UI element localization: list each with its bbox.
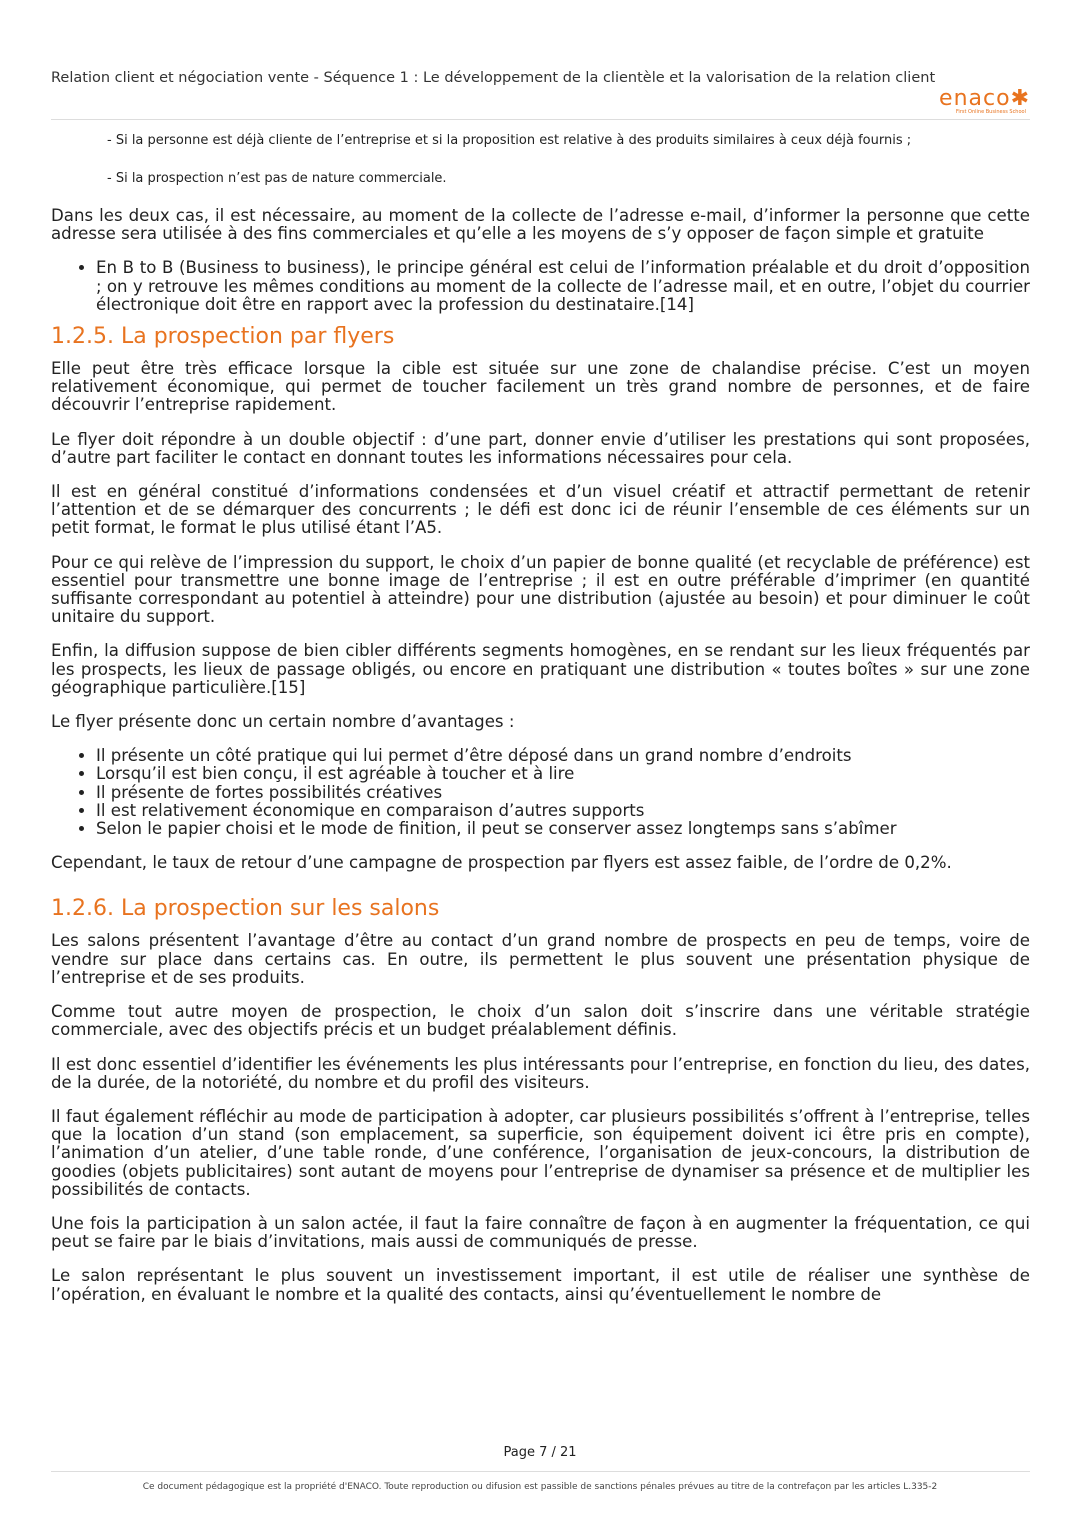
paragraph: Le flyer présente donc un certain nombre d’avantages : (51, 712, 515, 732)
condition-item: - Si la personne est déjà cliente de l’entreprise et si la proposition est relative à des produits similaires à ceux déjà fournis ; (107, 133, 912, 148)
page-header (51, 70, 1030, 118)
document-body (51, 132, 1030, 1304)
paragraph: Il est en général constitué d’informations condensées et d’un visuel créatif et attractif permettant de retenir l’attention et de se démarquer des concurrents ; le défi est donc ici de réunir l’ensemble de ces éléments sur un petit format, le format le plus utilisé étant l’A5. (51, 482, 1030, 538)
page-number: Page 7 / 21 (503, 1445, 577, 1460)
list-item: • Il présente un côté pratique qui lui permet d’être déposé dans un grand nombre d’endroits (96, 747, 1030, 765)
list-item: • Il est relativement économique en comparaison d’autres supports (96, 802, 1030, 820)
paragraph: Enfin, la diffusion suppose de bien cibler différents segments homogènes, en se rendant sur les lieux fréquentés par les prospects, les lieux de passage obligés, ou encore en pratiquant une distribution « toutes boîtes » sur une zone géographique particulière.[15] (51, 641, 1030, 697)
paragraph: Il est donc essentiel d’identifier les événements les plus intéressants pour l’entreprise, en fonction du lieu, des dates, de la durée, de la notoriété, du nombre et du profil des visiteurs. (51, 1054, 1030, 1092)
list-item: • Selon le papier choisi et le mode de finition, il peut se conserver assez longtemps sans s’abîmer (96, 820, 1030, 838)
advantages-list (51, 747, 1030, 838)
footer-divider (51, 1471, 1030, 1472)
logo-tagline: First Online Business School (955, 109, 1026, 115)
list-item: • Lorsqu’il est bien conçu, il est agréable à toucher et à lire (96, 765, 1030, 783)
section-heading-1-2-5: 1.2.5. La prospection par flyers (51, 324, 395, 350)
paragraph: Les salons présentent l’avantage d’être au contact d’un grand nombre de prospects en peu de temps, voire de vendre sur place dans certains cas. En outre, ils permettent le plus souvent une présentation physique de l’entreprise et de ses produits. (51, 931, 1030, 987)
paragraph: Il faut également réfléchir au mode de participation à adopter, car plusieurs possibilités s’offrent à l’entreprise, telles que la location d’un stand (son emplacement, sa superficie, son équipement doivent ici être pris en compte), l’animation d’un atelier, d’une table ronde, d’une conférence, l’organisation de jeux-concours, la distribution de goodies (objets publicitaires) sont autant de moyens pour l’entreprise de dynamiser sa présence et de multiplier les possibilités de contacts. (51, 1106, 1030, 1199)
paragraph: Le salon représentant le plus souvent un investissement important, il est utile de réaliser une synthèse de l’opération, en évaluant le nombre et la qualité des contacts, ainsi qu’éventuellement le nombre de (51, 1266, 1030, 1304)
paragraph: Cependant, le taux de retour d’une campagne de prospection par flyers est assez faible, de l’ordre de 0,2%. (51, 853, 952, 873)
logo-text: enaco (939, 86, 1011, 111)
paragraph: Une fois la participation à un salon actée, il faut la faire connaître de façon à en augmenter la fréquentation, ce qui peut se faire par le biais d’invitations, mais aussi de communiqués de presse. (51, 1213, 1030, 1252)
condition-item: - Si la prospection n’est pas de nature commerciale. (107, 171, 447, 186)
list-item: • En B to B (Business to business), le principe général est celui de l’information préalable et du droit d’opposition ; on y retrouve les mêmes conditions au moment de la collecte de l’adresse mail, et en outre, l’objet du courrier électronique doit être en rapport avec la profession du destinataire.[14] (96, 259, 1030, 314)
b2b-list (51, 259, 1030, 314)
header-divider (51, 119, 1030, 120)
copyright-notice: Ce document pédagogique est la propriété d'ENACO. Toute reproduction ou difusion est passible de sanctions pénales prévues au titre de la contrefaçon par les articles L.335-2 (142, 1482, 938, 1492)
runner-icon: ✱ (1010, 86, 1030, 111)
list-item: • Il présente de fortes possibilités créatives (96, 784, 1030, 802)
header-title: Relation client et négociation vente - Séquence 1 : Le développement de la clientèle et la valorisation de la relation client (51, 70, 936, 86)
section-heading-1-2-6: 1.2.6. La prospection sur les salons (51, 896, 440, 922)
paragraph: Comme tout autre moyen de prospection, le choix d’un salon doit s’inscrire dans une véritable stratégie commerciale, avec des objectifs précis et un budget préalablement définis. (51, 1002, 1030, 1040)
paragraph: Dans les deux cas, il est nécessaire, au moment de la collecte de l’adresse e-mail, d’informer la personne que cette adresse sera utilisée à des fins commerciales et qu’elle a les moyens de s’y opposer de façon simple et gratuite (51, 206, 1030, 244)
enaco-logo (939, 86, 1030, 115)
paragraph: Pour ce qui relève de l’impression du support, le choix d’un papier de bonne qualité (et recyclable de préférence) est essentiel pour transmettre une bonne image de l’entreprise ; il est en outre préférable d’imprimer (en quantité suffisante correspondant au potentiel à atteindre) pour une distribution (ajustée au besoin) et pour diminuer le coût unitaire du support. (51, 552, 1030, 627)
paragraph: Elle peut être très efficace lorsque la cible est située sur une zone de chalandise précise. C’est un moyen relativement économique, qui permet de toucher facilement un très grand nombre de personnes, et de faire découvrir l’entreprise rapidement. (51, 359, 1030, 415)
paragraph: Le flyer doit répondre à un double objectif : d’une part, donner envie d’utiliser les prestations qui sont proposées, d’autre part faciliter le contact en donnant toutes les informations nécessaires pour cela. (51, 429, 1030, 467)
